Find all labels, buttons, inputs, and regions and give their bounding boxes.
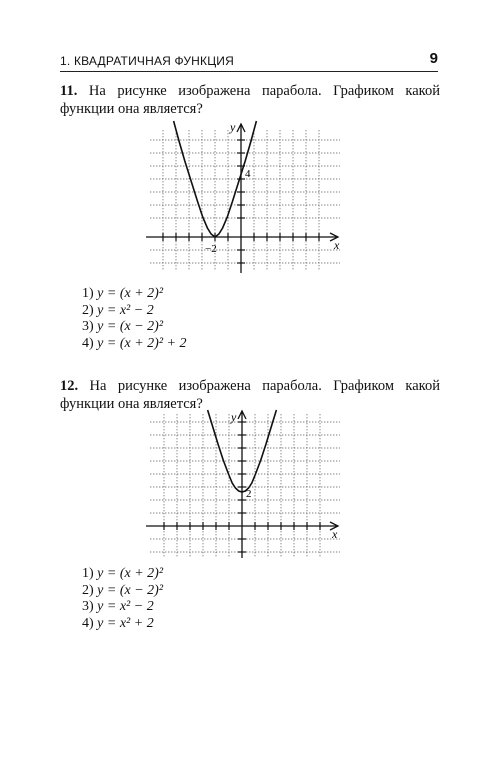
- page-number: 9: [429, 50, 438, 67]
- task-11-option-4: 4) y = (x + 2)² + 2: [82, 335, 187, 351]
- task-11-y-tick-label: 4: [245, 168, 251, 180]
- task-12-option-2: 2) y = (x − 2)²: [82, 582, 164, 598]
- task-12-graph: [140, 408, 350, 560]
- task-12-option-1: 1) y = (x + 2)²: [82, 566, 164, 581]
- task-12-number: 12.: [60, 378, 79, 394]
- task-11-x-label: x: [334, 238, 340, 252]
- task-11-y-label: y: [230, 120, 236, 134]
- task-11: [60, 82, 440, 118]
- task-12-options: [82, 566, 163, 632]
- task-11-number: 11.: [60, 83, 78, 99]
- task-12-axes: [146, 411, 338, 558]
- page-header: [60, 50, 438, 74]
- task-11-option-3: 3) y = (x − 2)²: [82, 319, 164, 334]
- task-12-option-3: 3) y = x² − 2: [82, 599, 154, 614]
- task-12-x-label: x: [332, 527, 338, 541]
- task-11-option-2: 2) y = x² − 2: [82, 302, 154, 318]
- task-11-graph: [140, 118, 350, 278]
- task-11-options: [82, 286, 186, 352]
- task-12-grid: [150, 414, 340, 558]
- task-12-y-label: y: [231, 410, 237, 424]
- task-11-grid: [150, 130, 340, 270]
- task-11-vertex-label: −2: [205, 243, 217, 255]
- chapter-title: 1. КВАДРАТИЧНАЯ ФУНКЦИЯ: [60, 54, 234, 68]
- task-11-question: [60, 82, 440, 118]
- task-11-axes: [146, 124, 338, 273]
- task-12-text: На рисунке изображена парабола. Графиком какой функции она является?: [60, 378, 440, 412]
- task-12-option-4: 4) y = x² + 2: [82, 615, 154, 631]
- task-11-option-1: 1) y = (x + 2)²: [82, 286, 164, 301]
- task-12-y-tick-label: 2: [246, 488, 252, 500]
- task-11-text: На рисунке изображена парабола. Графиком какой функции она является?: [60, 83, 440, 117]
- header-divider: [60, 71, 438, 72]
